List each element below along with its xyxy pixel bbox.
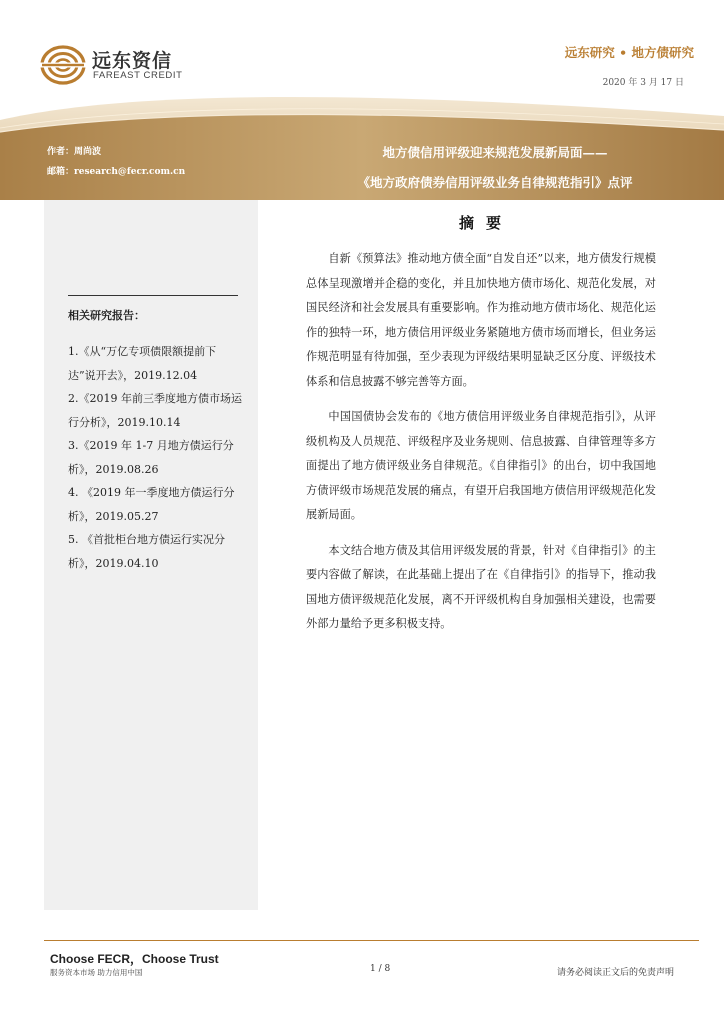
author-email: 邮箱：research@fecr.com.cn (47, 167, 186, 177)
related-reports-title: 相关研究报告： (68, 309, 145, 322)
abstract-paragraph: 自新《预算法》推动地方债全面“自发自还”以来，地方债发行规模总体呈现激增并企稳的变化，并且加快地方债市场化、规范化发展，对国民经济和社会发展具有重要影响。作为推动地方债市场化、规范化运作的独特一环，地方债信用评级业务紧随地方债市场而增长，但业务运作规范明显有待加强，至少表现为评级结果明显缺乏区分度、评级技术体系和信息披露不够完善等方面。 (306, 252, 656, 388)
report-date: 2020 年 3 月 17 日 (602, 78, 684, 88)
footer-divider (44, 940, 699, 941)
related-report-item: 3.《2019 年 1-7 月地方债运行分析》，2019.08.26 (68, 439, 234, 476)
footer-disclaimer: 请务必阅读正文后的免责声明 (556, 968, 674, 978)
report-title-line1: 地方债信用评级迎来规范发展新局面—— (382, 145, 608, 160)
related-report-item: 4. 《2019 年一季度地方债运行分析》，2019.05.27 (68, 486, 235, 523)
logo-english-name: FAREAST CREDIT (93, 70, 183, 81)
report-series: 远东研究 • 地方债研究 (564, 45, 694, 60)
abstract-paragraph: 中国国债协会发布的《地方债信用评级业务自律规范指引》，从评级机构及人员规范、评级程序及业务规则、信息披露、自律管理等多方面提出了地方债评级业务自律规范。《自律指引》的出台，切中我国地方债评级市场规范发展的痛点，有望开启我国地方债信用评级规范化发展新局面。 (306, 410, 656, 521)
abstract-title: 摘要 (458, 214, 513, 232)
sidebar-divider (68, 295, 238, 296)
fareast-logo-icon (40, 44, 86, 86)
company-logo (40, 44, 200, 86)
footer-tagline: 服务资本市场 助力信用中国 (50, 968, 143, 977)
abstract-paragraph: 本文结合地方债及其信用评级发展的背景，针对《自律指引》的主要内容做了解读，在此基础上提出了在《自律指引》的指导下，推动我国地方债评级规范化发展，离不开评级机构自身加强相关建设，也需要外部力量给予更多积极支持。 (306, 543, 656, 630)
related-report-item: 2.《2019 年前三季度地方债市场运行分析》，2019.10.14 (68, 392, 242, 429)
author-name: 作者：周尚波 (47, 147, 102, 157)
author-info (47, 142, 185, 182)
related-report-item: 1.《从“万亿专项债限额提前下达”说开去》，2019.12.04 (68, 345, 217, 382)
page-number: 1 / 8 (370, 964, 391, 974)
related-report-item: 5. 《首批柜台地方债运行实况分析》，2019.04.10 (68, 533, 225, 570)
logo-chinese-name: 远东资信 (92, 50, 173, 72)
related-reports-list (68, 340, 243, 575)
report-title-line2: 《地方政府债券信用评级业务自律规范指引》点评 (357, 175, 633, 190)
report-title (300, 138, 690, 198)
footer-slogan: Choose FECR，Choose Trust (50, 952, 219, 966)
abstract-section (306, 212, 656, 648)
